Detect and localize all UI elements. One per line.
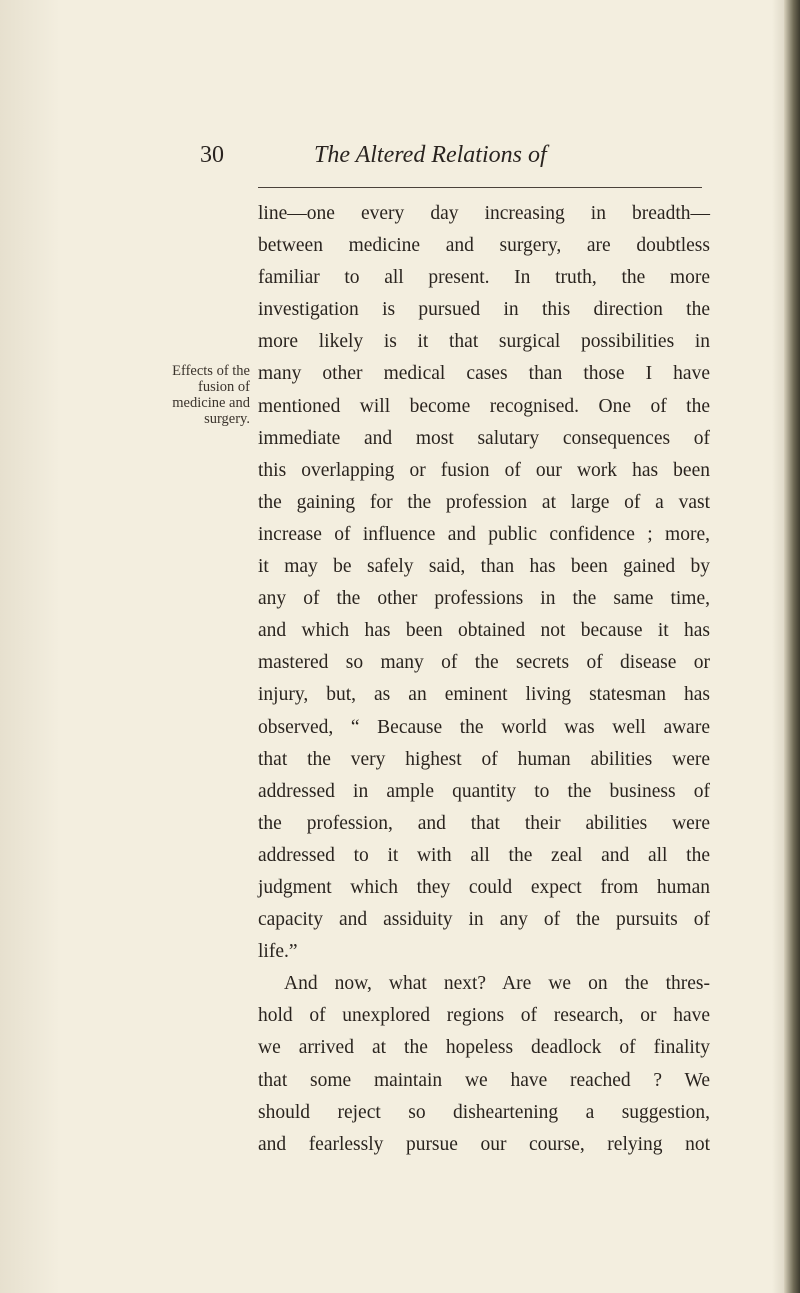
margin-note-line: surgery. xyxy=(204,411,250,427)
body-line: and which has been obtained not because it has xyxy=(258,620,710,642)
body-line: familiar to all present. In truth, the more xyxy=(258,267,710,289)
body-line: mastered so many of the secrets of disease or xyxy=(258,652,710,674)
margin-note-line: Effects of the xyxy=(172,363,250,379)
body-line: more likely is it that surgical possibilities in xyxy=(258,331,710,353)
body-line: mentioned will become recognised. One of the xyxy=(258,395,710,417)
body-line: many other medical cases than those I have xyxy=(258,363,710,385)
body-line: the profession, and that their abilities were xyxy=(258,812,710,834)
body-text xyxy=(258,198,710,1161)
body-line: judgment which they could expect from human xyxy=(258,876,710,898)
margin-note-line: medicine and xyxy=(172,395,250,411)
body-line: observed, “ Because the world was well aware xyxy=(258,716,710,738)
body-line: the gaining for the profession at large of a vast xyxy=(258,491,710,513)
body-line: increase of influence and public confidence ; more, xyxy=(258,523,710,545)
header-rule xyxy=(258,187,702,188)
body-line: life.” xyxy=(258,941,298,963)
body-line: we arrived at the hopeless deadlock of finality xyxy=(258,1037,710,1059)
body-line: And now, what next? Are we on the thres- xyxy=(284,973,710,995)
body-line: injury, but, as an eminent living statesman has xyxy=(258,684,710,706)
margin-note xyxy=(60,363,250,427)
body-line: investigation is pursued in this direction the xyxy=(258,299,710,321)
body-line: and fearlessly pursue our course, relying not xyxy=(258,1133,710,1155)
body-line: line—one every day increasing in breadth— xyxy=(258,203,710,224)
body-line: that the very highest of human abilities were xyxy=(258,748,710,770)
margin-note-line: fusion of xyxy=(198,379,250,395)
body-line: immediate and most salutary consequences of xyxy=(258,427,710,449)
page-header xyxy=(200,142,720,182)
body-line: it may be safely said, than has been gained by xyxy=(258,556,710,578)
body-line: hold of unexplored regions of research, or have xyxy=(258,1005,710,1027)
body-line: this overlapping or fusion of our work has been xyxy=(258,459,710,481)
body-line: capacity and assiduity in any of the pursuits of xyxy=(258,909,710,931)
body-line: addressed in ample quantity to the business of xyxy=(258,780,710,802)
body-line: should reject so disheartening a suggestion, xyxy=(258,1101,710,1123)
body-line: between medicine and surgery, are doubtless xyxy=(258,235,710,257)
running-title: The Altered Relations of xyxy=(314,142,547,168)
page-number: 30 xyxy=(200,142,224,168)
page-edge-shadow xyxy=(784,0,800,1293)
body-line: any of the other professions in the same time, xyxy=(258,588,710,610)
body-line: addressed to it with all the zeal and all the xyxy=(258,844,710,866)
body-line: that some maintain we have reached ? We xyxy=(258,1069,710,1091)
